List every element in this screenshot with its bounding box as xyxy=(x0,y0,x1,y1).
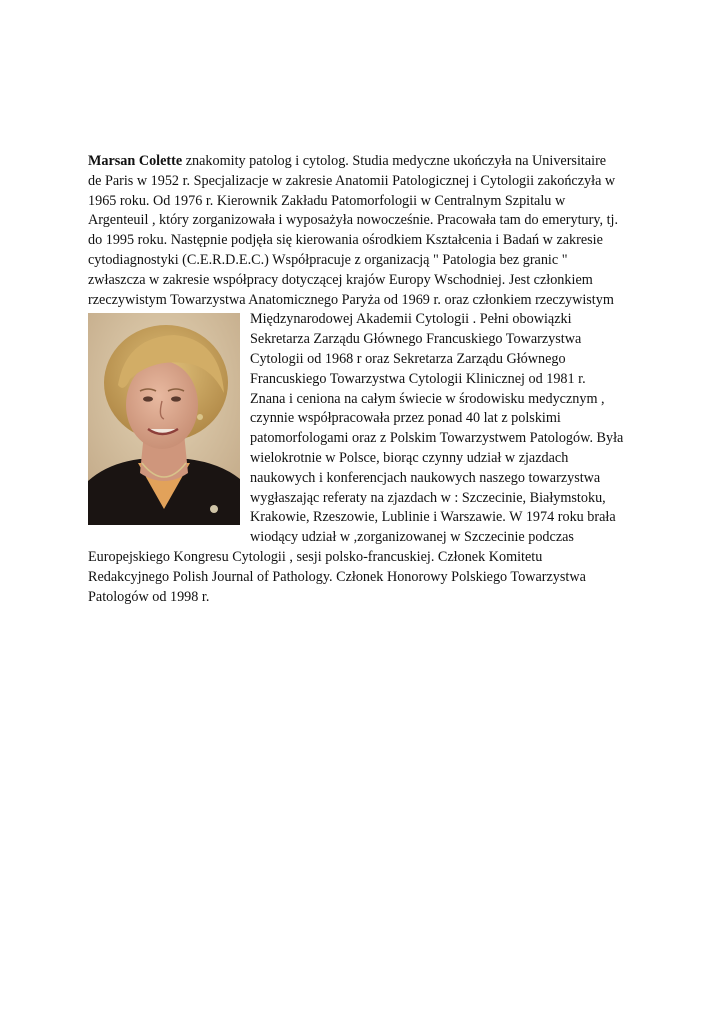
bio-line: de Paris w 1952 r. Specjalizacje w zakresie Anatomii Patologicznej i Cytologii zakończyła w xyxy=(88,172,616,189)
bio-line: naukowych i konferencjach naukowych naszego towarzystwa xyxy=(250,469,601,486)
bio-line: Znana i ceniona na całym świecie w środowisku medycznym , xyxy=(250,390,605,407)
bio-line: wygłaszając referaty na zjazdach w : Szczecinie, Białymstoku, xyxy=(250,489,606,506)
portrait-photo xyxy=(88,313,240,525)
bio-line: Sekretarza Zarządu Głównego Francuskiego Towarzystwa xyxy=(250,331,582,348)
bio-line: wielokrotnie w Polsce, biorąc czynny udział w zjazdach xyxy=(250,449,569,466)
bio-line: patomorfologami oraz z Polskim Towarzystwem Patologów. Była xyxy=(250,430,624,447)
bio-line: 1965 roku. Od 1976 r. Kierownik Zakładu Patomorfologii w Centralnym Szpitalu w xyxy=(88,192,566,209)
person-name: Marsan Colette xyxy=(88,153,183,169)
bio-line: Argenteuil , który zorganizowała i wyposażyła nowocześnie. Pracowała tam do emerytury, tj. xyxy=(88,212,619,229)
bio-line: czynnie współpracowała przez ponad 40 lat z polskimi xyxy=(250,410,561,427)
portrait-image xyxy=(88,313,240,525)
bio-line: zwłaszcza w zakresie współpracy dotyczącej krajów Europy Wschodniej. Jest członkiem xyxy=(88,271,593,288)
bio-line: Cytologii od 1968 r oraz Sekretarza Zarządu Głównego xyxy=(250,350,566,367)
bio-line: Francuskiego Towarzystwa Cytologii Klinicznej od 1981 r. xyxy=(250,370,586,387)
bio-line: do 1995 roku. Następnie podjęła się kierowania ośrodkiem Kształcenia i Badań w zakresie xyxy=(88,232,603,249)
bio-line: Krakowie, Rzeszowie, Lublinie i Warszawie. W 1974 roku brała xyxy=(250,509,616,526)
biography-text xyxy=(88,152,644,607)
bio-line: rzeczywistym Towarzystwa Anatomicznego Paryża od 1969 r. oraz członkiem rzeczywistym xyxy=(88,291,614,308)
bio-line xyxy=(88,152,644,172)
photo-wrap-section xyxy=(88,310,644,548)
bio-line: wiodący udział w ,zorganizowanej w Szczecinie podczas xyxy=(250,529,574,546)
bio-line: Redakcyjnego Polish Journal of Pathology. Członek Honorowy Polskiego Towarzystwa xyxy=(88,568,586,585)
bio-line: Międzynarodowej Akademii Cytologii . Pełni obowiązki xyxy=(250,311,572,328)
side-text-column xyxy=(250,310,644,548)
bio-line: cytodiagnostyki (C.E.R.D.E.C.) Współpracuje z organizacją " Patologia bez granic " xyxy=(88,251,568,268)
bio-line: Patologów od 1998 r. xyxy=(88,588,210,605)
bio-line: Europejskiego Kongresu Cytologii , sesji polsko-francuskiej. Członek Komitetu xyxy=(88,548,543,565)
bio-line-text: znakomity patolog i cytolog. Studia medyczne ukończyła na Universitaire xyxy=(182,153,607,169)
